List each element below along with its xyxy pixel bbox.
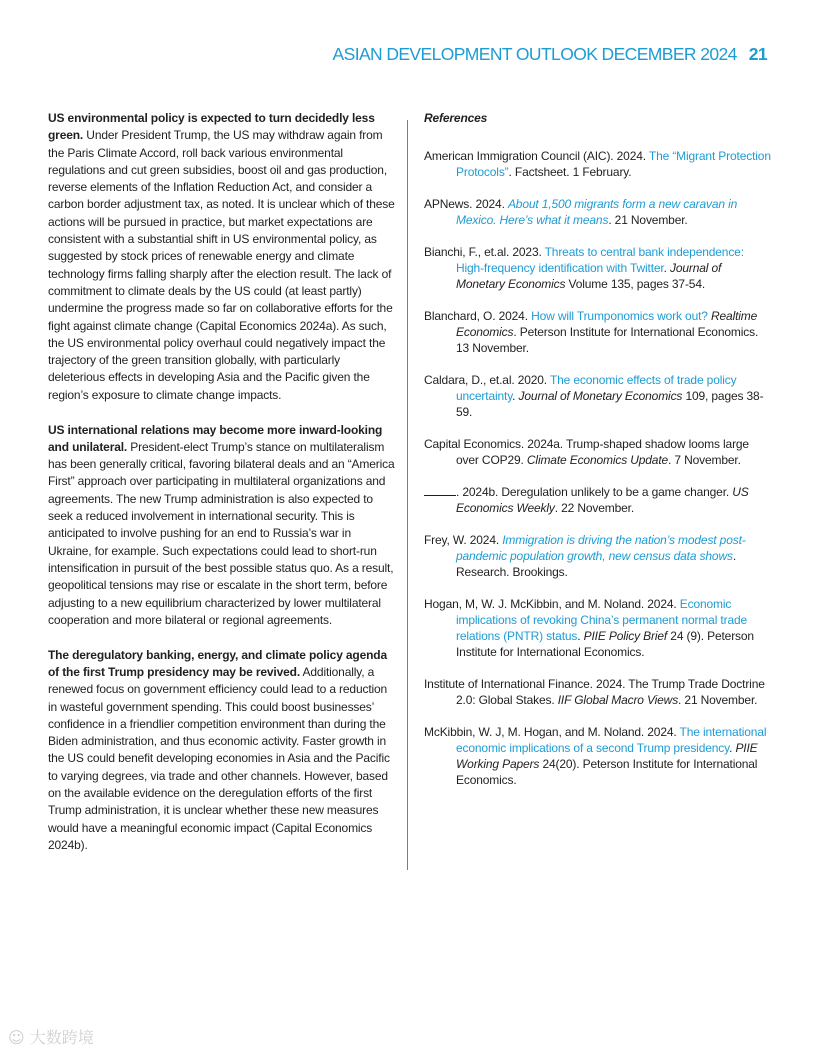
reference-item: . 2024b. Deregulation unlikely to be a game changer. US Economics Weekly. 22 November. <box>424 484 772 516</box>
reference-item: Capital Economics. 2024a. Trump-shaped shadow looms large over COP29. Climate Economics Update. 7 November. <box>424 437 749 467</box>
reference-item: Bianchi, F., et.al. 2023. Threats to central bank independence: High-frequency identification with Twitter. Journal of Monetary Economics Volume 135, pages 37-54. <box>424 245 744 291</box>
reference-item: Hogan, M, W. J. McKibbin, and M. Noland. 2024. Economic implications of revoking China’s permanent normal trade relations (PNTR) status. PIIE Policy Brief 24 (9). Peterson Institute for International Economics. <box>424 597 754 659</box>
paragraph-deregulation <box>48 647 396 855</box>
paragraph-environment <box>48 110 396 404</box>
reference-item: Frey, W. 2024. Immigration is driving the nation’s modest post-pandemic population growth, new census data shows. Research. Brookings. <box>424 533 746 579</box>
paragraph-lead: The deregulatory banking, energy, and climate policy agenda of the first Trump presidency may be revived. <box>48 647 388 679</box>
reference-link[interactable]: How will Trumponomics work out? <box>531 309 708 323</box>
reference-item: McKibbin, W. J, M. Hogan, and M. Noland. 2024. The international economic implications of a second Trump presidency. PIIE Working Papers 24(20). Peterson Institute for International Economics. <box>424 725 767 787</box>
reference-link[interactable]: Immigration is driving the nation’s modest post-pandemic population growth, new census data shows <box>456 533 746 563</box>
paragraph-text: Additionally, a renewed focus on government efficiency could lead to a reduction in wasteful government spending. This could boost businesses’ confidence in a friendlier competition environment than during the Biden administration, and thus economic activity. Faster growth in the US could benefit developing economies in Asia and the Pacific to varying degrees, via trade and other channels. However, based on the available evidence on the deregulation efforts of the first Trump administration, it is unclear whether these new measures would have a meaningful economic impact (Capital Economics 2024b). <box>48 664 390 852</box>
watermark-text: 大数跨境 <box>29 1028 94 1047</box>
references-column <box>424 110 772 804</box>
page-number: 21 <box>748 44 767 64</box>
body-column <box>48 110 396 872</box>
reference-item: Institute of International Finance. 2024. The Trump Trade Doctrine 2.0: Global Stakes. IIF Global Macro Views. 21 November. <box>424 677 765 707</box>
paragraph-text: President-elect Trump’s stance on multilateralism has been generally critical, favoring bilateral deals and an “America First” approach over participating in multilateral organizations and agreements. The new Trump administration is also expected to seek a reduced involvement in international security. This is anticipated to involve pushing for an end to Russia’s war in Ukraine, for example. Such expectations could lead to short-run intensification in pursuit of the best possible status quo. As a result, geopolitical tensions may rise or escalate in the short term, before adjusting to a new equilibrium characterized by lower multilateral cooperation and more bilateral or regional agreements. <box>48 439 395 627</box>
reference-link[interactable]: Economic implications of revoking China’s permanent normal trade relations (PNTR) status <box>456 597 748 643</box>
reference-link[interactable]: The economic effects of trade policy uncertainty <box>456 373 737 403</box>
paragraph-lead: US environmental policy is expected to turn decidedly less green. <box>48 111 375 143</box>
reference-link[interactable]: The international economic implications of a second Trump presidency <box>456 725 767 755</box>
reference-link[interactable]: The “Migrant Protection Protocols” <box>456 149 771 179</box>
reference-item: Blanchard, O. 2024. How will Trumponomics work out? Realtime Economics. Peterson Institute for International Economics. 13 November. <box>424 309 759 355</box>
running-header <box>333 44 767 65</box>
reference-link[interactable]: Threats to central bank independence: High-frequency identification with Twitter <box>456 245 744 275</box>
watermark-logo-icon: ☺ <box>8 1028 25 1047</box>
repeated-author-rule <box>424 485 456 496</box>
paragraph-international-relations <box>48 422 396 630</box>
reference-item: American Immigration Council (AIC). 2024. The “Migrant Protection Protocols”. Factsheet. 1 February. <box>424 149 771 179</box>
publication-title: ASIAN DEVELOPMENT OUTLOOK DECEMBER 2024 <box>332 44 737 64</box>
reference-item: APNews. 2024. About 1,500 migrants form a new caravan in Mexico. Here’s what it means. 21 November. <box>424 197 738 227</box>
reference-item: Caldara, D., et.al. 2020. The economic effects of trade policy uncertainty. Journal of Monetary Economics 109, pages 38-59. <box>424 373 764 419</box>
references-title: References <box>424 111 488 125</box>
column-divider <box>407 120 408 870</box>
paragraph-lead: US international relations may become more inward-looking and unilateral. <box>48 422 383 454</box>
paragraph-text: Under President Trump, the US may withdraw again from the Paris Climate Accord, roll back various environmental regulations and cut green subsidies, boost oil and gas production, reverse elements of the Inflation Reduction Act, and consider a carbon border adjustment tax, as noted. It is unclear which of these actions will be pursued in practice, but market expectations are consistent with a substantial shift in US environmental policy, as suggested by stock prices of renewable energy and climate technology firms falling sharply after the election result. The lack of commitment to climate deals by the US could (at least partly) undermine the progress made so far on collaborative efforts for the fight against climate change (Capital Economics 2024a). As such, the US environmental policy overhaul could negatively impact the trajectory of the green transition globally, with particularly deleterious effects in developing Asia and the Pacific given the region’s exposure to climate change impacts. <box>48 128 395 402</box>
reference-link[interactable]: About 1,500 migrants form a new caravan in Mexico. Here’s what it means <box>456 197 738 227</box>
watermark <box>8 1025 94 1048</box>
